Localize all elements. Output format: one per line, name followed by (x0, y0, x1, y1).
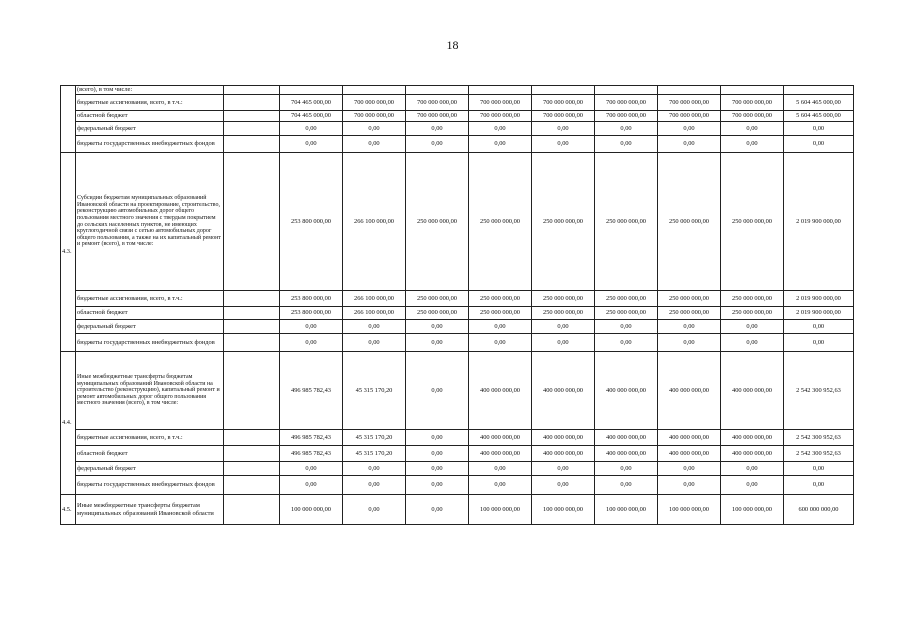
value-cell (532, 86, 595, 95)
empty-cell (224, 95, 280, 111)
value-cell: 266 100 000,00 (343, 291, 406, 307)
total-cell: 0,00 (784, 320, 854, 334)
value-cell: 0,00 (532, 462, 595, 476)
row-code: 4.3. (61, 153, 76, 352)
value-cell: 0,00 (406, 136, 469, 153)
value-cell: 0,00 (280, 136, 343, 153)
value-cell: 253 800 000,00 (280, 307, 343, 320)
row-label: федеральный бюджет (76, 122, 224, 136)
table-row (61, 95, 854, 111)
value-cell: 704 465 000,00 (280, 111, 343, 122)
value-cell (406, 86, 469, 95)
value-cell: 100 000 000,00 (469, 495, 532, 525)
total-cell: 2 542 300 952,63 (784, 430, 854, 446)
value-cell: 250 000 000,00 (532, 291, 595, 307)
value-cell: 0,00 (280, 122, 343, 136)
value-cell: 0,00 (406, 352, 469, 430)
value-cell: 0,00 (406, 430, 469, 446)
total-cell: 0,00 (784, 334, 854, 352)
value-cell: 0,00 (658, 136, 721, 153)
value-cell: 266 100 000,00 (343, 153, 406, 291)
empty-cell (224, 430, 280, 446)
value-cell: 0,00 (595, 136, 658, 153)
value-cell: 400 000 000,00 (595, 430, 658, 446)
table-row (61, 307, 854, 320)
value-cell: 0,00 (595, 320, 658, 334)
row-label: областной бюджет (76, 111, 224, 122)
value-cell: 0,00 (343, 462, 406, 476)
table-row (61, 291, 854, 307)
value-cell: 700 000 000,00 (658, 111, 721, 122)
value-cell: 700 000 000,00 (532, 95, 595, 111)
row-code (61, 86, 76, 153)
value-cell: 266 100 000,00 (343, 307, 406, 320)
total-cell (784, 86, 854, 95)
value-cell: 0,00 (595, 334, 658, 352)
table-row (61, 153, 854, 291)
total-cell: 2 019 900 000,00 (784, 307, 854, 320)
total-cell: 0,00 (784, 462, 854, 476)
total-cell: 600 000 000,00 (784, 495, 854, 525)
value-cell: 0,00 (343, 320, 406, 334)
row-label: областной бюджет (76, 307, 224, 320)
value-cell: 400 000 000,00 (658, 446, 721, 462)
total-cell: 5 604 465 000,00 (784, 95, 854, 111)
empty-cell (224, 446, 280, 462)
row-code: 4.5. (61, 495, 76, 525)
row-label: бюджеты государственных внебюджетных фондов (76, 136, 224, 153)
value-cell: 400 000 000,00 (658, 352, 721, 430)
value-cell: 100 000 000,00 (658, 495, 721, 525)
value-cell: 400 000 000,00 (532, 446, 595, 462)
value-cell: 0,00 (406, 320, 469, 334)
value-cell: 0,00 (658, 476, 721, 495)
table-row (61, 334, 854, 352)
empty-cell (224, 495, 280, 525)
empty-cell (224, 476, 280, 495)
row-label: бюджетные ассигнования, всего, в т.ч.: (76, 291, 224, 307)
value-cell: 250 000 000,00 (406, 307, 469, 320)
page-number: 18 (446, 38, 459, 52)
value-cell: 100 000 000,00 (595, 495, 658, 525)
value-cell: 496 985 782,43 (280, 430, 343, 446)
value-cell: 250 000 000,00 (469, 153, 532, 291)
value-cell: 0,00 (469, 462, 532, 476)
empty-cell (224, 352, 280, 430)
row-label: Иные межбюджетные трансферты бюджетам муниципальных образований Ивановской области (76, 495, 224, 525)
value-cell: 0,00 (343, 334, 406, 352)
value-cell: 496 985 782,43 (280, 446, 343, 462)
value-cell: 0,00 (406, 446, 469, 462)
value-cell: 0,00 (532, 476, 595, 495)
value-cell: 250 000 000,00 (658, 291, 721, 307)
value-cell: 250 000 000,00 (595, 307, 658, 320)
empty-cell (224, 122, 280, 136)
table-row (61, 122, 854, 136)
value-cell: 0,00 (343, 495, 406, 525)
value-cell: 700 000 000,00 (721, 95, 784, 111)
value-cell: 250 000 000,00 (469, 291, 532, 307)
value-cell (721, 86, 784, 95)
value-cell: 0,00 (721, 334, 784, 352)
row-code: 4.4. (61, 352, 76, 495)
value-cell (343, 86, 406, 95)
empty-cell (224, 307, 280, 320)
value-cell: 700 000 000,00 (469, 111, 532, 122)
value-cell: 700 000 000,00 (469, 95, 532, 111)
value-cell: 0,00 (658, 334, 721, 352)
value-cell: 250 000 000,00 (595, 153, 658, 291)
value-cell: 0,00 (721, 476, 784, 495)
total-cell: 0,00 (784, 476, 854, 495)
row-label: областной бюджет (76, 446, 224, 462)
value-cell: 700 000 000,00 (595, 111, 658, 122)
table-row (61, 446, 854, 462)
budget-table (60, 85, 854, 525)
value-cell: 100 000 000,00 (532, 495, 595, 525)
table-row (61, 136, 854, 153)
value-cell: 250 000 000,00 (406, 153, 469, 291)
value-cell: 0,00 (406, 462, 469, 476)
row-label: бюджетные ассигнования, всего, в т.ч.: (76, 430, 224, 446)
value-cell: 0,00 (721, 136, 784, 153)
value-cell: 700 000 000,00 (406, 95, 469, 111)
value-cell: 0,00 (469, 476, 532, 495)
empty-cell (224, 334, 280, 352)
value-cell: 400 000 000,00 (595, 446, 658, 462)
total-cell: 0,00 (784, 136, 854, 153)
row-label: Иные межбюджетные трансферты бюджетам муниципальных образований Ивановской области на строительство (реконструкцию), капитальный ремонт и ремонт автомобильных дорог общего пользования местного значения (всего), в том числе: (76, 352, 224, 430)
value-cell: 250 000 000,00 (469, 307, 532, 320)
row-label: бюджетные ассигнования, всего, в т.ч.: (76, 95, 224, 111)
row-label: федеральный бюджет (76, 320, 224, 334)
value-cell: 253 800 000,00 (280, 291, 343, 307)
value-cell: 0,00 (469, 136, 532, 153)
table-row (61, 495, 854, 525)
value-cell: 400 000 000,00 (721, 352, 784, 430)
value-cell: 0,00 (280, 476, 343, 495)
value-cell: 0,00 (406, 334, 469, 352)
value-cell: 0,00 (658, 320, 721, 334)
value-cell: 0,00 (280, 334, 343, 352)
value-cell (658, 86, 721, 95)
value-cell: 253 800 000,00 (280, 153, 343, 291)
total-cell: 2 542 300 952,63 (784, 352, 854, 430)
value-cell (280, 86, 343, 95)
value-cell: 250 000 000,00 (721, 307, 784, 320)
value-cell: 0,00 (658, 462, 721, 476)
value-cell: 0,00 (532, 122, 595, 136)
value-cell: 100 000 000,00 (280, 495, 343, 525)
row-label: (всего), в том числе: (76, 86, 224, 95)
value-cell: 0,00 (658, 122, 721, 136)
value-cell (469, 86, 532, 95)
value-cell: 700 000 000,00 (406, 111, 469, 122)
value-cell: 45 315 170,20 (343, 430, 406, 446)
value-cell: 0,00 (406, 122, 469, 136)
value-cell: 0,00 (406, 476, 469, 495)
total-cell: 2 019 900 000,00 (784, 153, 854, 291)
value-cell: 400 000 000,00 (469, 430, 532, 446)
empty-cell (224, 320, 280, 334)
value-cell: 400 000 000,00 (532, 352, 595, 430)
value-cell: 496 985 782,43 (280, 352, 343, 430)
value-cell: 0,00 (469, 320, 532, 334)
value-cell (595, 86, 658, 95)
table-row (61, 462, 854, 476)
value-cell: 700 000 000,00 (343, 111, 406, 122)
row-label: Субсидии бюджетам муниципальных образований Ивановской области на проектирование, строительство, реконструкцию автомобильных дорог общего пользования местного значения с твердым покрытием до сельских населенных пунктов, не имеющих круглогодичной связи с сетью автомобильных дорог общего пользования, а также на их капитальный ремонт и ремонт (всего), в том числе: (76, 153, 224, 291)
value-cell: 100 000 000,00 (721, 495, 784, 525)
total-cell: 2 019 900 000,00 (784, 291, 854, 307)
value-cell: 250 000 000,00 (658, 307, 721, 320)
empty-cell (224, 86, 280, 95)
value-cell: 400 000 000,00 (658, 430, 721, 446)
value-cell: 0,00 (721, 122, 784, 136)
value-cell: 0,00 (343, 476, 406, 495)
table-row (61, 320, 854, 334)
value-cell: 250 000 000,00 (721, 153, 784, 291)
value-cell: 45 315 170,20 (343, 352, 406, 430)
table-row (61, 352, 854, 430)
value-cell: 0,00 (595, 462, 658, 476)
value-cell: 400 000 000,00 (721, 446, 784, 462)
value-cell: 704 465 000,00 (280, 95, 343, 111)
total-cell: 2 542 300 952,63 (784, 446, 854, 462)
value-cell: 700 000 000,00 (343, 95, 406, 111)
table-row (61, 430, 854, 446)
value-cell: 700 000 000,00 (595, 95, 658, 111)
empty-cell (224, 291, 280, 307)
value-cell: 250 000 000,00 (595, 291, 658, 307)
row-label: бюджеты государственных внебюджетных фондов (76, 334, 224, 352)
value-cell: 0,00 (280, 320, 343, 334)
table-row (61, 111, 854, 122)
value-cell: 45 315 170,20 (343, 446, 406, 462)
table-row (61, 476, 854, 495)
value-cell: 0,00 (343, 136, 406, 153)
value-cell: 250 000 000,00 (658, 153, 721, 291)
value-cell: 0,00 (532, 136, 595, 153)
value-cell: 0,00 (343, 122, 406, 136)
value-cell: 0,00 (721, 320, 784, 334)
value-cell: 400 000 000,00 (469, 446, 532, 462)
value-cell: 0,00 (595, 122, 658, 136)
value-cell: 400 000 000,00 (532, 430, 595, 446)
value-cell: 250 000 000,00 (532, 153, 595, 291)
empty-cell (224, 111, 280, 122)
empty-cell (224, 153, 280, 291)
value-cell: 0,00 (469, 334, 532, 352)
value-cell: 0,00 (280, 462, 343, 476)
value-cell: 0,00 (721, 462, 784, 476)
value-cell: 400 000 000,00 (595, 352, 658, 430)
total-cell: 5 604 465 000,00 (784, 111, 854, 122)
total-cell: 0,00 (784, 122, 854, 136)
value-cell: 0,00 (406, 495, 469, 525)
empty-cell (224, 462, 280, 476)
value-cell: 400 000 000,00 (721, 430, 784, 446)
row-label: бюджеты государственных внебюджетных фондов (76, 476, 224, 495)
table-row (61, 86, 854, 95)
empty-cell (224, 136, 280, 153)
value-cell: 700 000 000,00 (532, 111, 595, 122)
value-cell: 0,00 (595, 476, 658, 495)
value-cell: 250 000 000,00 (532, 307, 595, 320)
value-cell: 700 000 000,00 (721, 111, 784, 122)
value-cell: 0,00 (469, 122, 532, 136)
value-cell: 0,00 (532, 320, 595, 334)
value-cell: 250 000 000,00 (406, 291, 469, 307)
value-cell: 400 000 000,00 (469, 352, 532, 430)
row-label: федеральный бюджет (76, 462, 224, 476)
value-cell: 700 000 000,00 (658, 95, 721, 111)
value-cell: 250 000 000,00 (721, 291, 784, 307)
value-cell: 0,00 (532, 334, 595, 352)
